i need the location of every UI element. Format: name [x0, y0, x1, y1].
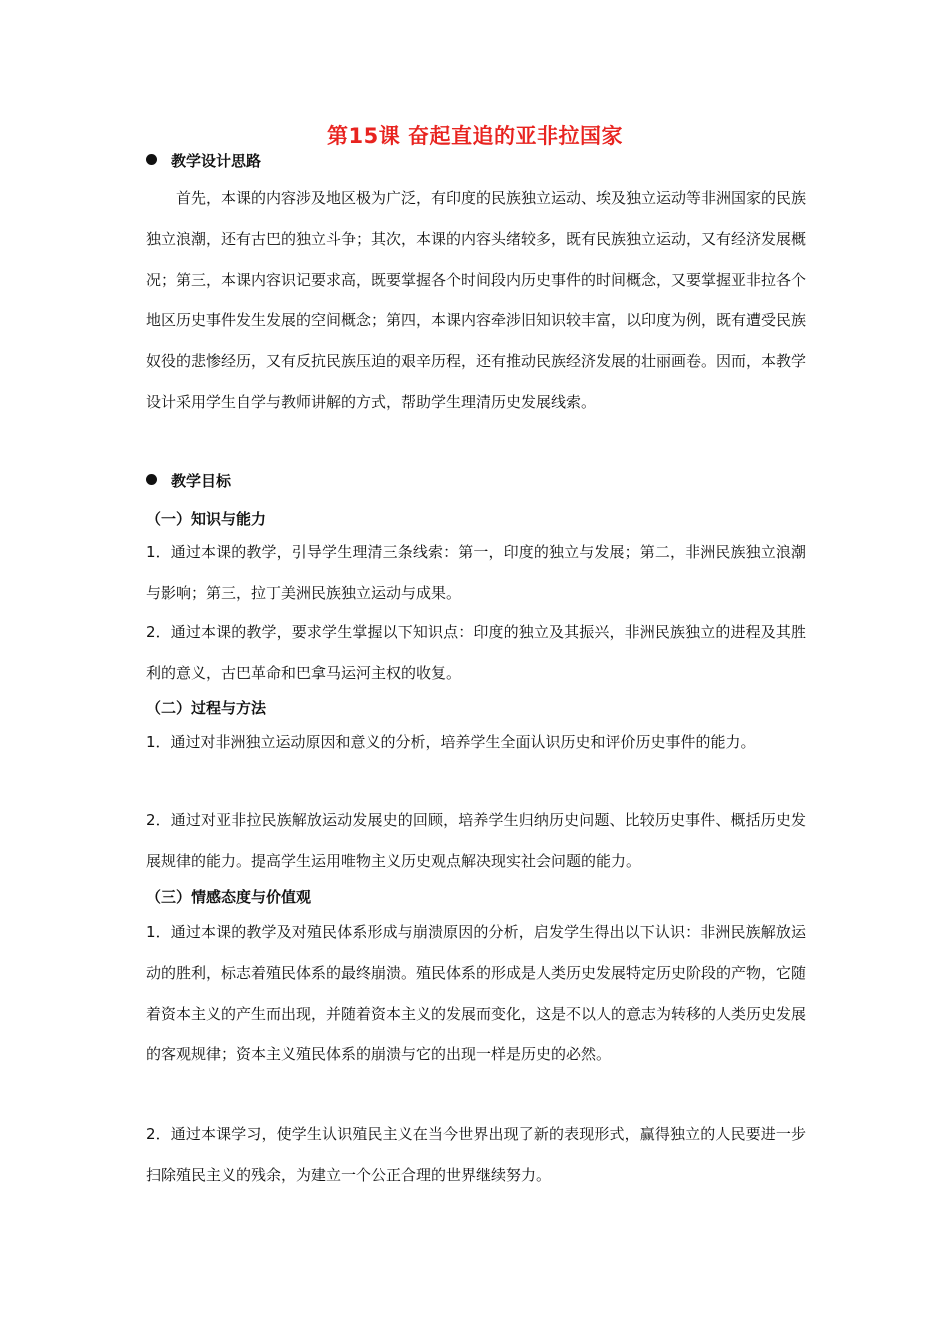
design-paragraph: 首先，本课的内容涉及地区极为广泛，有印度的民族独立运动、埃及独立运动等非洲国家的民族独立浪潮，还有古巴的独立斗争；其次，本课的内容头绪较多，既有民族独立运动，又有经济发展概况；第三，本课内容识记要求高，既要掌握各个时间段内历史事件的时间概念，又要掌握亚非拉各个地区历史事件发生发展的空间概念；第四，本课内容牵涉旧知识较丰富，以印度为例，既有遭受民族奴役的悲惨经历，又有反抗民族压迫的艰辛历程，还有推动民族经济发展的壮丽画卷。因而，本教学设计采用学生自学与教师讲解的方式，帮助学生理清历史发展线索。	[146, 189, 807, 411]
bullet-icon	[146, 154, 157, 165]
subheading-process: （二）过程与方法	[146, 699, 267, 717]
section-heading-design: 教学设计思路	[146, 150, 261, 171]
subheading-knowledge: （一）知识与能力	[146, 510, 267, 528]
knowledge-item-2: 2．通过本课的教学，要求学生掌握以下知识点：印度的独立及其振兴，非洲民族独立的进程及其胜利的意义，古巴革命和巴拿马运河主权的收复。	[146, 623, 806, 682]
knowledge-item-1: 1．通过本课的教学，引导学生理清三条线索：第一，印度的独立与发展；第二，非洲民族独立浪潮与影响；第三，拉丁美洲民族独立运动与成果。	[146, 543, 806, 602]
values-item-1: 1．通过本课的教学及对殖民体系形成与崩溃原因的分析，启发学生得出以下认识：非洲民族解放运动的胜利，标志着殖民体系的最终崩溃。殖民体系的形成是人类历史发展特定历史阶段的产物，它随着资本主义的产生而出现，并随着资本主义的发展而变化，这是不以人的意志为转移的人类历史发展的客观规律；资本主义殖民体系的崩溃与它的出现一样是历史的必然。	[146, 923, 807, 1064]
subheading-values: （三）情感态度与价值观	[146, 888, 312, 906]
values-item-2: 2．通过本课学习，使学生认识殖民主义在当今世界出现了新的表现形式，赢得独立的人民要进一步扫除殖民主义的残余，为建立一个公正合理的世界继续努力。	[146, 1125, 806, 1184]
process-item-1: 1．通过对非洲独立运动原因和意义的分析，培养学生全面认识历史和评价历史事件的能力。	[146, 733, 756, 751]
process-item-2: 2．通过对亚非拉民族解放运动发展史的回顾，培养学生归纳历史问题、比较历史事件、概括历史发展规律的能力。提高学生运用唯物主义历史观点解决现实社会问题的能力。	[146, 811, 806, 870]
section-heading-objectives: 教学目标	[146, 470, 231, 491]
lesson-title: 第15课 奋起直追的亚非拉国家	[326, 124, 624, 148]
bullet-icon	[146, 474, 157, 485]
